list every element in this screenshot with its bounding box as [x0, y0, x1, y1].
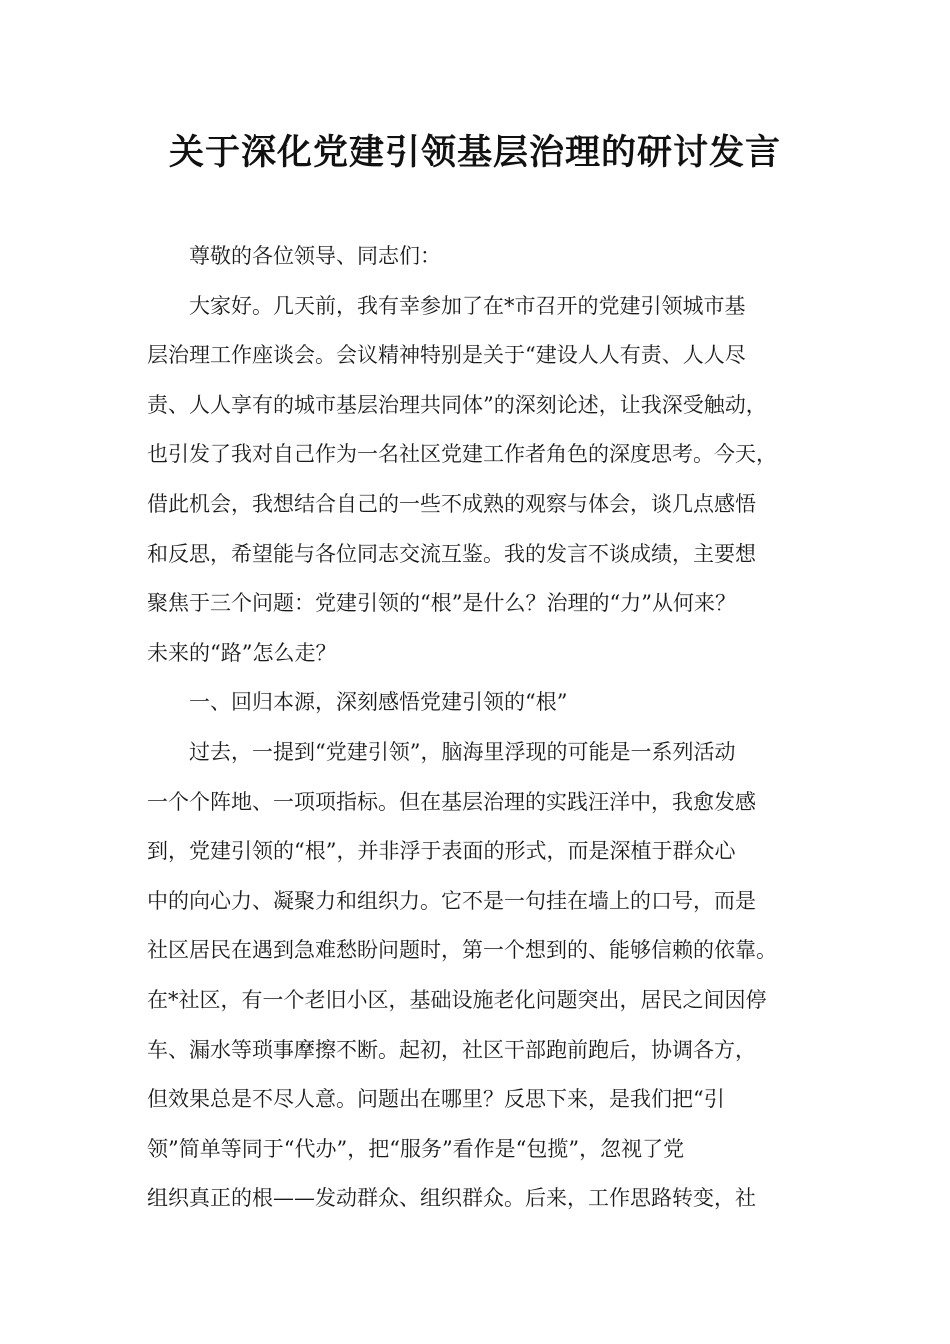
body-text-line: 车、漏水等琐事摩擦不断。起初，社区干部跑前跑后，协调各方， — [147, 1037, 756, 1062]
body-text-line: 尊敬的各位领导、同志们： — [147, 244, 441, 268]
body-text-line: 到，党建引领的“根”，并非浮于表面的形式，而是深植于群众心 — [147, 839, 736, 864]
body-text-line: 和反思，希望能与各位同志交流互鉴。我的发言不谈成绩，主要想 — [147, 541, 756, 566]
body-text-line: 中的向心力、凝聚力和组织力。它不是一句挂在墙上的口号，而是 — [147, 888, 756, 913]
body-text-line: 层治理工作座谈会。会议精神特别是关于“建设人人有责、人人尽 — [147, 343, 746, 368]
body-text-line: 也引发了我对自己作为一名社区党建工作者角色的深度思考。今天， — [147, 442, 777, 467]
body-text-line: 但效果总是不尽人意。问题出在哪里？反思下来，是我们把“引 — [147, 1087, 725, 1112]
document-body — [147, 232, 827, 1224]
body-text-line: 大家好。几天前，我有幸参加了在*市召开的党建引领城市基 — [147, 293, 746, 318]
body-text-line: 过去，一提到“党建引领”，脑海里浮现的可能是一系列活动 — [147, 739, 736, 764]
body-text-line: 借此机会，我想结合自己的一些不成熟的观察与体会，谈几点感悟 — [147, 491, 756, 516]
body-text-line: 社区居民在遇到急难愁盼问题时，第一个想到的、能够信赖的依靠。 — [147, 938, 777, 963]
body-text-line: 未来的“路”怎么走？ — [147, 640, 337, 665]
body-text-line: 聚焦于三个问题：党建引领的“根”是什么？治理的“力”从何来？ — [147, 591, 736, 616]
body-text-line: 一个个阵地、一项项指标。但在基层治理的实践汪洋中，我愈发感 — [147, 789, 756, 814]
body-text-line: 组织真正的根——发动群众、组织群众。后来，工作思路转变，社 — [147, 1186, 756, 1211]
body-text-line: 在*社区，有一个老旧小区，基础设施老化问题突出，居民之间因停 — [147, 987, 767, 1012]
body-text-line: 领”简单等同于“代办”，把“服务”看作是“包揽”，忽视了党 — [147, 1136, 685, 1161]
document-title: 关于深化党建引领基层治理的研讨发言 — [168, 133, 781, 173]
body-text-line: 责、人人享有的城市基层治理共同体”的深刻论述，让我深受触动， — [147, 392, 767, 417]
body-text-line: 一、回归本源，深刻感悟党建引领的“根” — [147, 690, 568, 715]
